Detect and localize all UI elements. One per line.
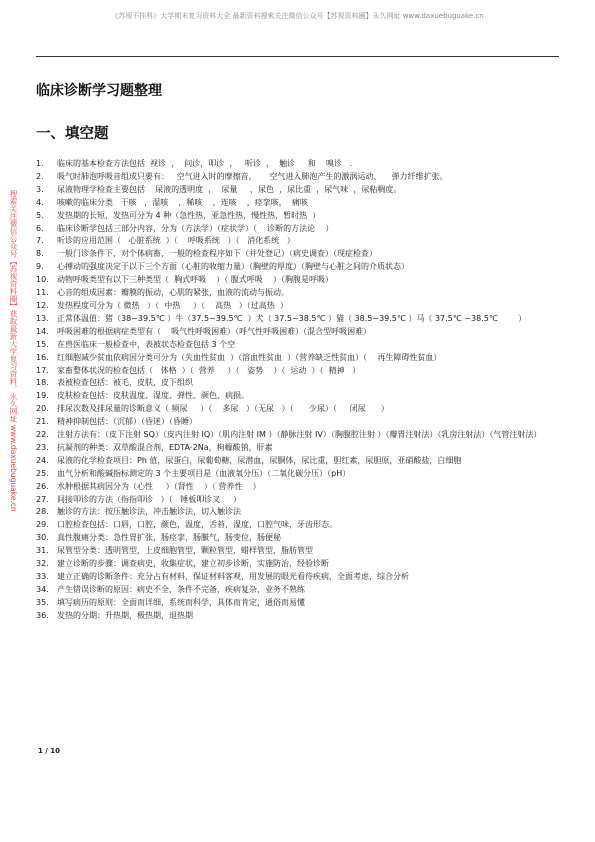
item-number: 13. <box>36 313 49 323</box>
item-text: 家畜整体状况的检查包括（ 体格 ）（ 营养 ）（ 姿势 ）（ 运动 ）（ 精神 ） <box>57 365 361 375</box>
item-text: 临床诊断学包括三部分内容，分为（方法学）（症状学）（ 诊断的方法论 ） <box>57 223 334 233</box>
list-item <box>36 171 560 184</box>
item-text: 在兽医临床一般检查中，表被状态检查包括 3 个空 <box>57 339 236 349</box>
item-number: 31. <box>36 546 49 556</box>
item-number: 7. <box>36 236 44 246</box>
list-item <box>36 158 560 171</box>
list-item <box>36 274 560 287</box>
list-item <box>36 210 560 223</box>
item-text: 听诊的应用范围（ 心脏系统 ）（ 呼吸系统 ）（ 消化系统 ） <box>57 236 295 246</box>
list-item <box>36 197 560 210</box>
item-number: 22. <box>36 430 49 440</box>
item-number: 15. <box>36 339 49 349</box>
list-item <box>36 287 560 300</box>
item-text: 真性腹痛分类：急性胃扩张，肠痉挛，肠臌气，肠变位，肠便秘 <box>57 533 281 543</box>
side-watermark: 搜索关注微信公众号【苏视资料圈】获取最新大学复习资料，永久网址 www.daxuebuguake.cn <box>9 190 18 512</box>
item-number: 28. <box>36 507 49 517</box>
item-number: 29. <box>36 520 49 530</box>
item-text: 动物呼吸类型有以下三种类型（ 胸式呼吸 ）（ 腹式呼吸 ）（胸腹是呼吸） <box>57 275 333 285</box>
item-text: 间接叩诊的方法（指指叩诊 ）（ 锤板叩诊叉 ） <box>57 494 241 504</box>
item-text: 咳嗽的临床分类 干咳 ，湿咳 ，稀咳 ，连咳 ，痉挛咳， 痛咳 <box>57 197 308 207</box>
list-item <box>36 313 560 326</box>
item-text: 尿液的化学检查项目：Ph 值，尿蛋白，尿葡萄糖，尿潜血，尿胴体，尿比重，胆红素，尿胆原，亚硝酸盐，白细胞 <box>57 455 462 465</box>
item-text: 注射方法有：（皮下注射 SQ）（皮内注射 IQ）（肌内注射 IM ）（静脉注射 IV）（胸腹腔注射 ）（瓣胃注射法）（乳房注射法）（气管注射法） <box>57 430 542 440</box>
list-item <box>36 429 560 442</box>
item-text: 抗凝剂的种类：双草酸混合剂，EDTA-2Na，枸橼酸钠，肝素 <box>57 442 273 452</box>
list-item <box>36 558 560 571</box>
item-text: 触诊的方法：按压触诊法，冲击触诊法，切入触诊法 <box>57 507 241 517</box>
list-item <box>36 571 560 584</box>
item-number: 21. <box>36 417 49 427</box>
item-number: 34. <box>36 584 49 594</box>
list-item <box>36 261 560 274</box>
list-item <box>36 545 560 558</box>
item-number: 35. <box>36 597 49 607</box>
list-item <box>36 326 560 339</box>
list-item <box>36 365 560 378</box>
list-item <box>36 390 560 403</box>
item-number: 16. <box>36 352 49 362</box>
list-item <box>36 481 560 494</box>
list-item <box>36 339 560 352</box>
list-item <box>36 184 560 197</box>
item-text: 产生错误诊断的原因：病史不全，条件不完备，疾病复杂，业务不熟练 <box>57 584 305 594</box>
list-item <box>36 610 560 623</box>
item-text: 排尿次数及排尿量的诊断意义（ 频尿 ）（ 多尿 ）（无尿 ）（ 少尿）（ 闭尿 ） <box>57 404 389 414</box>
item-text: 填写病历的原则：全面而详细，系统而科学，具体而肯定，通俗而易懂 <box>57 597 305 607</box>
list-item <box>36 377 560 390</box>
list-item <box>36 455 560 468</box>
item-number: 19. <box>36 391 49 401</box>
item-number: 24. <box>36 455 49 465</box>
item-text: 建立正确的诊断条件：充分占有材料，保证材料客观，用发展的眼光看待疾病，全面考虑，综合分析 <box>57 572 409 581</box>
list-item <box>36 468 560 481</box>
list-item <box>36 584 560 597</box>
item-number: 30. <box>36 533 49 543</box>
item-text: 红细胞减少贫血依病因分类可分为（失血性贫血 ）（溶血性贫血 ）（营养缺乏性贫血）（ 再生障碍性贫血） <box>57 352 442 362</box>
item-number: 20. <box>36 404 49 414</box>
item-text: 正常体温值：猪（38~39.5℃ ）牛（37.5~39.5℃ ）犬（ 37.5~38.5℃ ）猫（ 38.5~39.5℃ ）马（ 37.5℃ ~38.5℃ ） <box>57 313 527 323</box>
item-number: 2. <box>36 171 44 181</box>
item-number: 14. <box>36 326 49 336</box>
item-text: 心音的组成因素：瓣膜的振动，心肌的紧张，血液的流动与振动。 <box>57 288 289 298</box>
list-item <box>36 519 560 532</box>
list-item <box>36 223 560 236</box>
item-number: 27. <box>36 494 49 504</box>
item-number: 18. <box>36 378 49 388</box>
item-number: 26. <box>36 481 49 491</box>
list-item <box>36 235 560 248</box>
list-item <box>36 300 560 313</box>
item-number: 6. <box>36 223 44 233</box>
item-number: 12. <box>36 300 49 310</box>
question-list <box>36 158 560 623</box>
page-number: 1 / 10 <box>38 747 61 755</box>
item-text: 发热期的长短，发热可分为 4 种（急性热，亚急性热，慢性热，暂时热 ） <box>57 210 321 220</box>
item-text: 发热程度可分为（ 微热 ）（ 中热 ）（ 高热 ）（过高热 ） <box>57 300 288 310</box>
item-text: 发热的分期：升热期，极热期，退热期 <box>57 610 193 620</box>
item-text: 血气分析和酸碱指标测定的 3 个主要项目是（血液氧分压）（二氧化碳分压）（pH） <box>57 468 351 478</box>
item-text: 吸气时肺泡呼吸音组成只要有： 空气进入时的摩擦音， 空气进入肺泡产生的激涡运动、 弹力纤维扩张。 <box>57 171 448 181</box>
item-text: 精神抑制包括：（沉郁）（昏迷）（昏睡） <box>57 417 197 427</box>
item-number: 32. <box>36 559 49 569</box>
item-number: 3. <box>36 184 44 194</box>
item-number: 17. <box>36 365 49 375</box>
item-text: 呼吸困难的根据病症类型有（ 吸气性呼吸困难）（呼气性呼吸困难）（混合型呼吸困难） <box>57 326 372 336</box>
list-item <box>36 494 560 507</box>
item-number: 33. <box>36 572 49 581</box>
item-text: 临床的基本检查方法包括 视诊 ， 问诊，叩诊 ， 听诊 ， 触诊 和 嗅诊 . <box>57 159 353 168</box>
item-text: 口腔检查包括：口唇，口腔，颜色，温度，舌苔，湿度，口腔气味，牙齿形态。 <box>57 520 337 530</box>
list-item <box>36 403 560 416</box>
page-header-watermark: 《苏视不挂科》大学期末复习资料大全 最新资料搜索关注微信公众号【苏视资料圈】永久网址 www.daxuebuguake.cn <box>111 12 484 20</box>
item-number: 9. <box>36 262 44 272</box>
list-item <box>36 506 560 519</box>
item-number: 11. <box>36 288 49 298</box>
list-item <box>36 532 560 545</box>
item-number: 10. <box>36 275 49 285</box>
list-item <box>36 352 560 365</box>
item-number: 5. <box>36 210 44 220</box>
section-heading: 一、填空题 <box>36 126 109 142</box>
item-number: 8. <box>36 249 44 259</box>
item-text: 尿管型分类：透明管型，上皮细胞管型，颗粒管型，蜡样管型，脂肪管型 <box>57 546 313 556</box>
item-number: 4. <box>36 197 44 207</box>
item-text: 表被检查包括：被毛，皮肤，皮下组织 <box>57 378 193 388</box>
item-number: 1. <box>36 159 44 168</box>
item-text: 建立诊断的步骤：调查病史，收集症状，建立初步诊断，实施防治，经验诊断 <box>57 559 329 569</box>
list-item <box>36 248 560 261</box>
item-text: 水肿根据其病因分为（心性 ）（肾性 ）（ 营养性 ） <box>57 481 261 491</box>
item-number: 23. <box>36 442 49 452</box>
list-item <box>36 597 560 610</box>
item-text: 一般门诊条件下，对个体病畜，一般的检查程序如下（并处登记）（病史调查）（现症检查） <box>57 249 377 259</box>
item-text: 心搏动的强度决定于以下三个方面（心脏的收缩力量）（胸壁的厚度）（胸壁与心脏之间的介质状态） <box>57 262 409 272</box>
item-number: 36. <box>36 610 49 620</box>
item-number: 25. <box>36 468 49 478</box>
list-item <box>36 416 560 429</box>
item-text: 皮肤检查包括：皮肤温度、湿度、弹性、颜色、病损。 <box>57 391 249 401</box>
page-title: 临床诊断学习题整理 <box>36 83 162 99</box>
header-rule <box>36 56 559 57</box>
item-text: 尿液物理学检查主要包括 尿液的透明度 ， 尿量 ，尿色 ，尿比重 ，尿气味 ，尿粘稠度。 <box>57 184 402 194</box>
list-item <box>36 442 560 455</box>
